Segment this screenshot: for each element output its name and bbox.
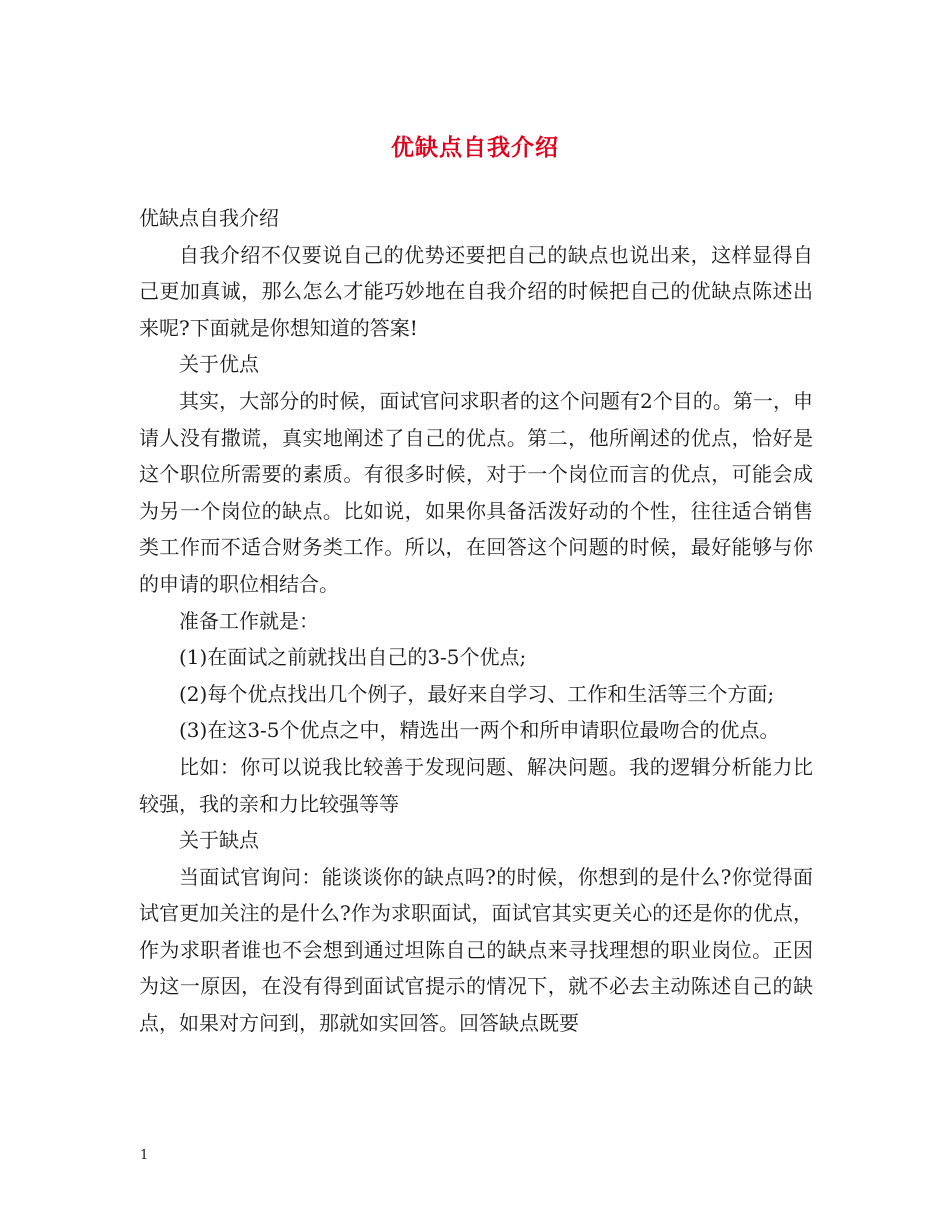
section-heading-strengths: 关于优点 (179, 352, 259, 377)
document-title: 优缺点自我介绍 (391, 134, 559, 161)
list-item-3: (3)在这3-5个优点之中，精选出一两个和所申请职位最吻合的优点。 (179, 718, 780, 743)
paragraph-intro: 自我介绍不仅要说自己的优势还要把自己的缺点也说出来，这样显得自己更加真诚，那么怎么才能巧妙地在自我介绍的时候把自己的优缺点陈述出来呢?下面就是你想知道的答案! (139, 242, 813, 340)
list-item-2: (2)每个优点找出几个例子，最好来自学习、工作和生活等三个方面; (179, 681, 775, 706)
paragraph-example: 比如：你可以说我比较善于发现问题、解决问题。我的逻辑分析能力比较强，我的亲和力比较强等等 (139, 754, 813, 816)
paragraph-weaknesses: 当面试官询问：能谈谈你的缺点吗?的时候，你想到的是什么?你觉得面试官更加关注的是什么?作为求职面试，面试官其实更关心的还是你的优点，作为求职者谁也不会想到通过坦陈自己的缺点来寻找理想的职业岗位。正因为这一原因，在没有得到面试官提示的情况下，就不必去主动陈述自己的缺点，如果对方问到，那就如实回答。回答缺点既要 (139, 864, 813, 1036)
body-heading: 优缺点自我介绍 (139, 206, 279, 230)
section-heading-weaknesses: 关于缺点 (179, 828, 259, 853)
paragraph-strengths: 其实，大部分的时候，面试官问求职者的这个问题有2个目的。第一，申请人没有撒谎，真实地阐述了自己的优点。第二，他所阐述的优点，恰好是这个职位所需要的素质。有很多时候，对于一个岗位而言的优点，可能会成为另一个岗位的缺点。比如说，如果你具备活泼好动的个性，往往适合销售类工作而不适合财务类工作。所以，在回答这个问题的时候，最好能够与你的申请的职位相结合。 (139, 388, 813, 596)
document-body (139, 200, 813, 1042)
page-number: 1 (140, 1148, 149, 1163)
paragraph-preparation: 准备工作就是： (179, 608, 319, 633)
list-item-1: (1)在面试之前就找出自己的3-5个优点; (179, 645, 527, 670)
